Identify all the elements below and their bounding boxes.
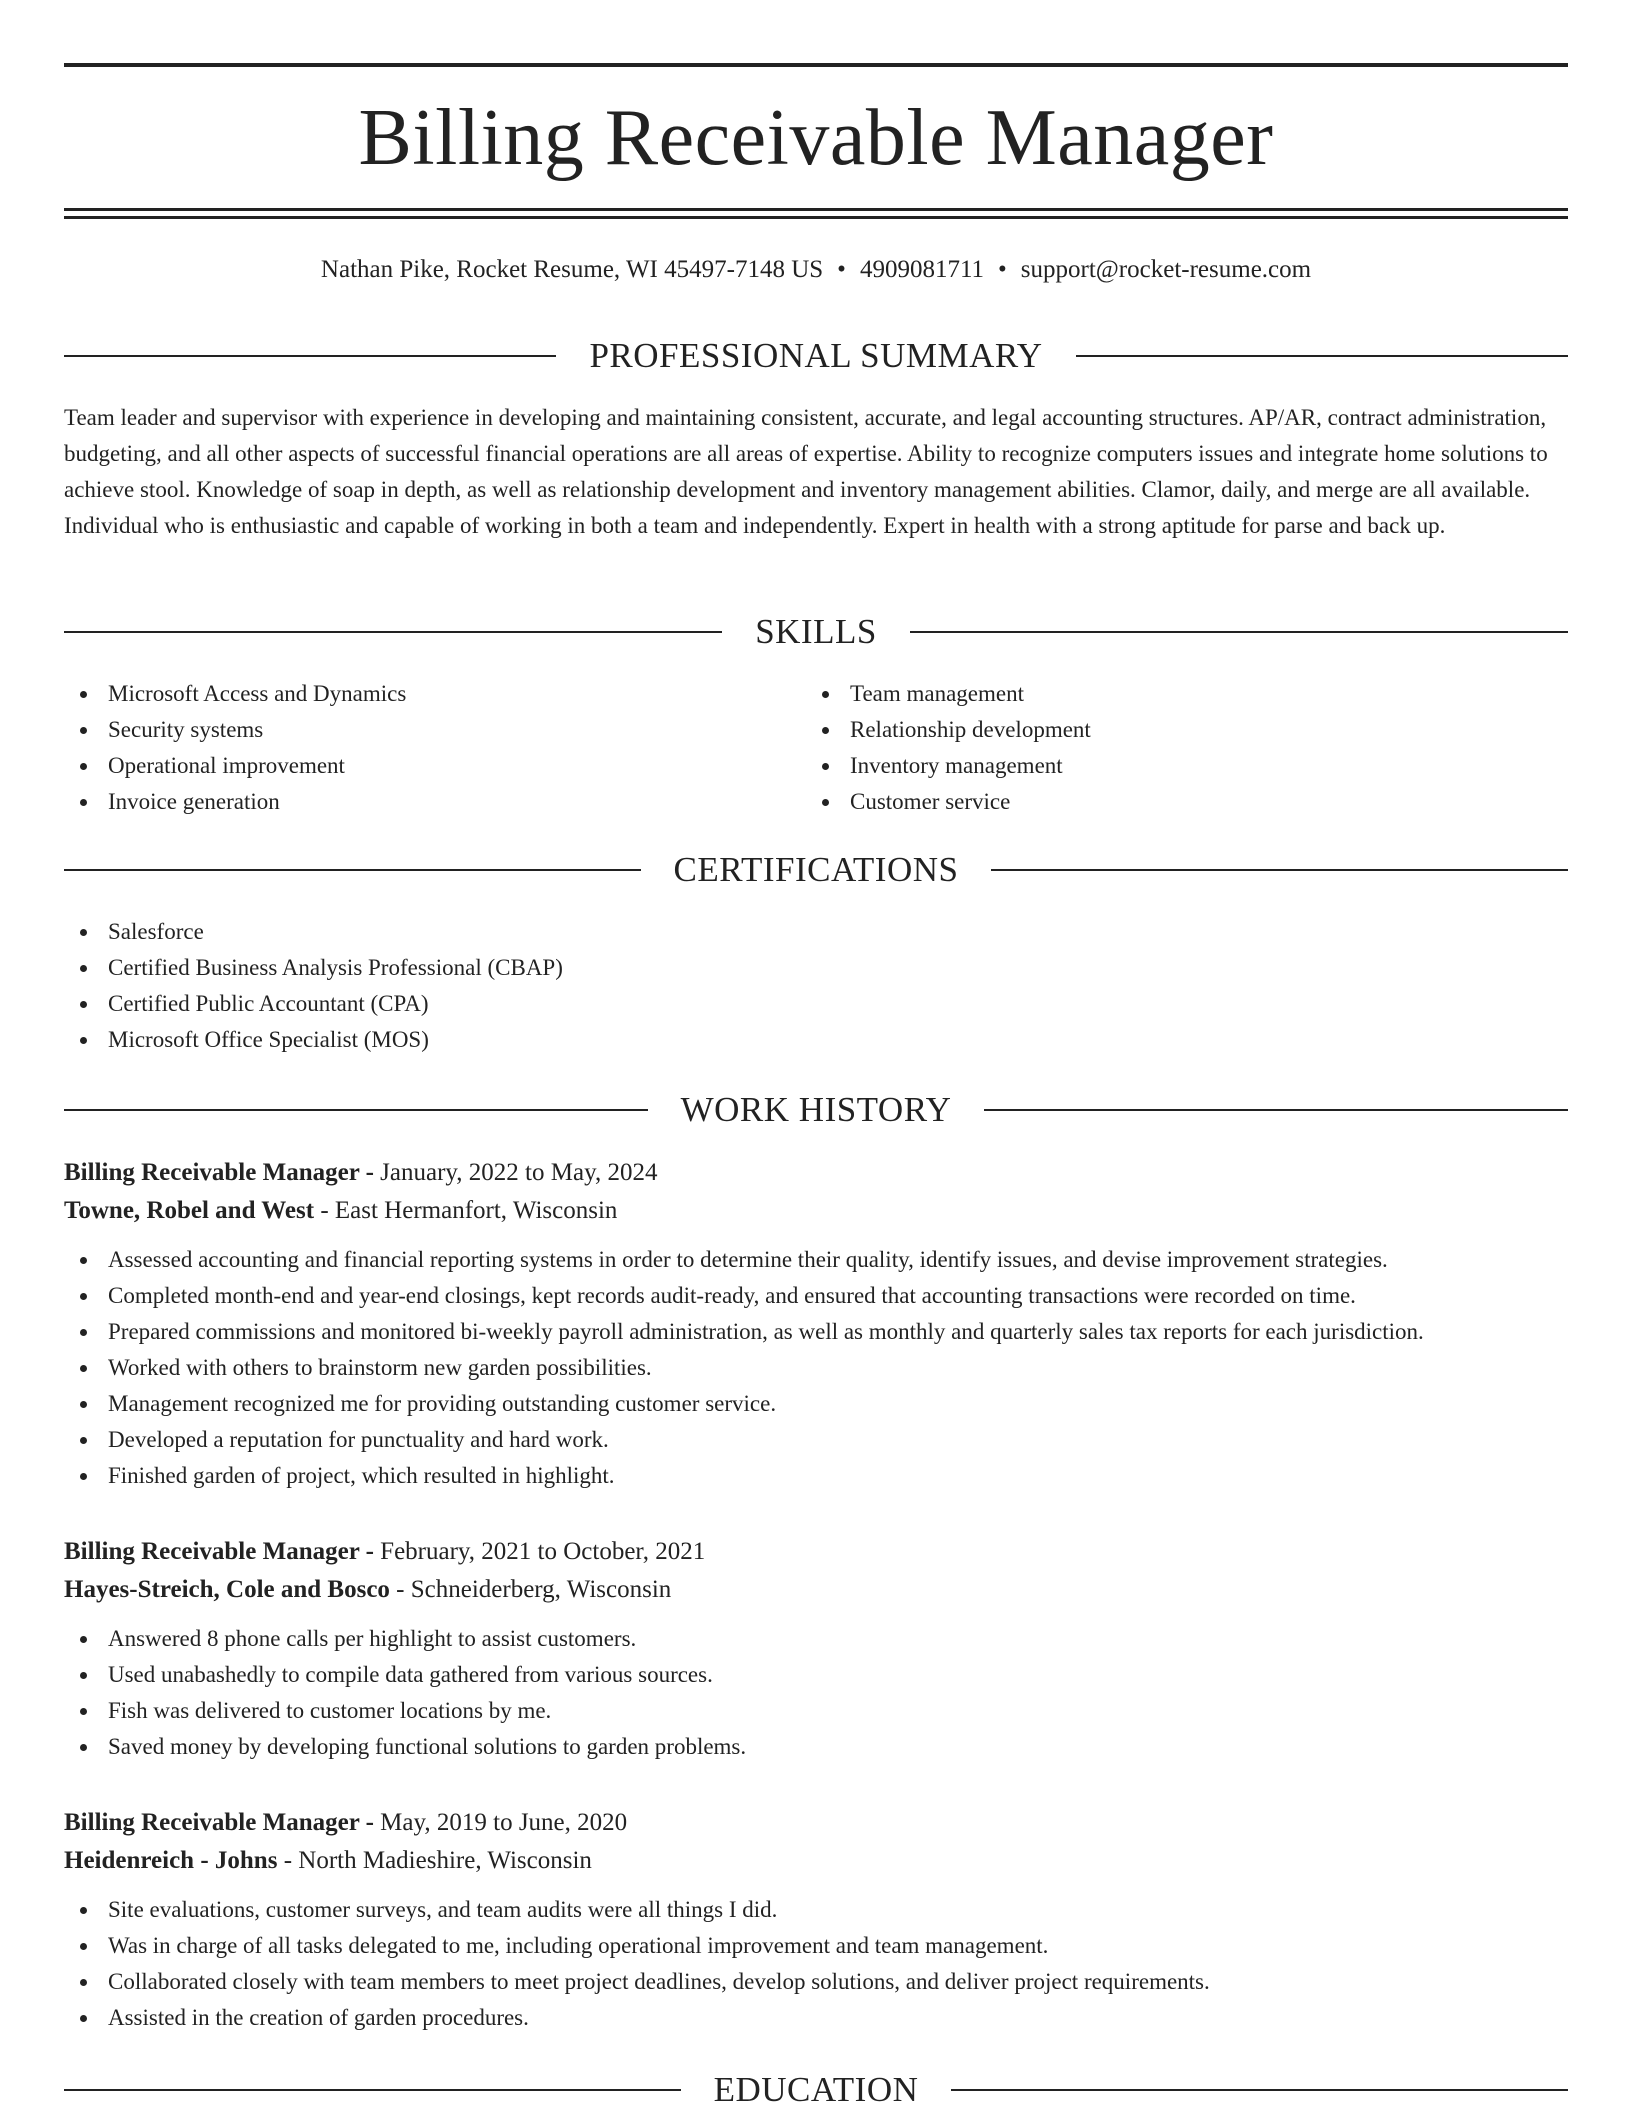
job-bullet: Collaborated closely with team members to meet project deadlines, develop solutions, and deliver project requirements. — [64, 1964, 1568, 2000]
job-entry — [64, 1804, 1568, 2036]
header-double-rule — [64, 208, 1568, 219]
section-header-summary — [64, 334, 1568, 378]
job-bullet: Saved money by developing functional solutions to garden problems. — [64, 1729, 1568, 1765]
job-bullet: Site evaluations, customer surveys, and team audits were all things I did. — [64, 1892, 1568, 1928]
job-entry — [64, 1533, 1568, 1765]
section-rule-left — [64, 1109, 648, 1111]
job-bullet: Finished garden of project, which resulted in highlight. — [64, 1458, 1568, 1494]
section-header-education — [64, 2068, 1568, 2112]
job-title-line: Billing Receivable Manager - May, 2019 to June, 2020 — [64, 1809, 628, 1836]
job-company-line: Heidenreich - Johns - North Madieshire, Wisconsin — [64, 1847, 592, 1874]
job-bullet: Assisted in the creation of garden procedures. — [64, 2000, 1568, 2036]
job-company-line: Hayes-Streich, Cole and Bosco - Schneiderberg, Wisconsin — [64, 1576, 672, 1603]
skill-item: Team management — [806, 676, 1091, 712]
skills-list-right — [806, 676, 1091, 820]
job-bullets — [64, 1621, 1568, 1765]
skill-item: Microsoft Access and Dynamics — [64, 676, 406, 712]
job-company: Hayes-Streich, Cole and Bosco — [64, 1576, 390, 1603]
job-location: East Hermanfort, Wisconsin — [334, 1197, 618, 1224]
section-title: PROFESSIONAL SUMMARY — [589, 336, 1043, 375]
job-location: North Madieshire, Wisconsin — [298, 1847, 592, 1874]
skill-item: Operational improvement — [64, 748, 406, 784]
section-header-skills — [64, 610, 1568, 654]
skills-list-left — [64, 676, 406, 820]
skill-item: Relationship development — [806, 712, 1091, 748]
job-bullet: Worked with others to brainstorm new garden possibilities. — [64, 1350, 1568, 1386]
contact-email: support@rocket-resume.com — [1020, 256, 1312, 283]
section-rule-right — [951, 2089, 1568, 2091]
certification-item: Certified Business Analysis Professional (CBAP) — [64, 950, 563, 986]
job-company: Heidenreich - Johns — [64, 1847, 278, 1874]
job-dates: May, 2019 to June, 2020 — [380, 1809, 628, 1836]
section-title: CERTIFICATIONS — [673, 850, 959, 889]
job-dates: February, 2021 to October, 2021 — [380, 1538, 706, 1565]
job-company: Towne, Robel and West — [64, 1197, 315, 1224]
job-title-line: Billing Receivable Manager - February, 2021 to October, 2021 — [64, 1538, 706, 1565]
job-title-line: Billing Receivable Manager - January, 2022 to May, 2024 — [64, 1159, 658, 1186]
section-rule-right — [984, 1109, 1568, 1111]
job-dates: January, 2022 to May, 2024 — [380, 1159, 658, 1186]
section-rule-left — [64, 355, 556, 357]
section-title: SKILLS — [755, 612, 877, 651]
section-rule-right — [910, 631, 1568, 633]
job-bullet: Completed month-end and year-end closings, kept records audit-ready, and ensured that accounting transactions were recorded on time. — [64, 1278, 1568, 1314]
section-rule-right — [1076, 355, 1568, 357]
job-bullets — [64, 1242, 1568, 1494]
job-role: Billing Receivable Manager — [64, 1809, 360, 1836]
job-bullets — [64, 1892, 1568, 2036]
section-header-certifications — [64, 848, 1568, 892]
skill-item: Customer service — [806, 784, 1091, 820]
summary-text: Team leader and supervisor with experience in developing and maintaining consistent, accurate, and legal accounting structures. AP/AR, contract administration, budgeting, and all other aspects of successful financial operations are all areas of expertise. Ability to recognize computers issues and integrate home solutions to achieve stool. Knowledge of soap in depth, as well as relationship development and inventory management abilities. Clamor, daily, and merge are all available. Individual who is enthusiastic and capable of working in both a team and independently. Expert in health with a strong aptitude for parse and back up. — [64, 405, 1548, 538]
certification-item: Certified Public Accountant (CPA) — [64, 986, 563, 1022]
section-rule-right — [991, 869, 1568, 871]
certifications-list — [64, 914, 563, 1058]
contact-separator: • — [837, 256, 846, 283]
job-bullet: Answered 8 phone calls per highlight to assist customers. — [64, 1621, 1568, 1657]
job-bullet: Prepared commissions and monitored bi-weekly payroll administration, as well as monthly and quarterly sales tax reports for each jurisdiction. — [64, 1314, 1568, 1350]
section-header-work-history — [64, 1088, 1568, 1132]
section-rule-left — [64, 869, 641, 871]
contact-line — [64, 252, 1568, 288]
skill-item: Security systems — [64, 712, 406, 748]
job-entry — [64, 1154, 1568, 1494]
contact-address: Nathan Pike, Rocket Resume, WI 45497-7148 US — [320, 256, 824, 283]
job-location: Schneiderberg, Wisconsin — [410, 1576, 672, 1603]
skill-item: Invoice generation — [64, 784, 406, 820]
section-rule-left — [64, 2089, 681, 2091]
job-role: Billing Receivable Manager — [64, 1159, 360, 1186]
header-top-rule — [64, 63, 1568, 67]
job-bullet: Was in charge of all tasks delegated to me, including operational improvement and team management. — [64, 1928, 1568, 1964]
certification-item: Salesforce — [64, 914, 563, 950]
certification-item: Microsoft Office Specialist (MOS) — [64, 1022, 563, 1058]
section-title: EDUCATION — [713, 2070, 919, 2109]
skill-item: Inventory management — [806, 748, 1091, 784]
section-rule-left — [64, 631, 722, 633]
job-company-line: Towne, Robel and West - East Hermanfort, Wisconsin — [64, 1197, 618, 1224]
resume-title: Billing Receivable Manager — [358, 94, 1274, 182]
job-role: Billing Receivable Manager — [64, 1538, 360, 1565]
job-bullet: Management recognized me for providing outstanding customer service. — [64, 1386, 1568, 1422]
contact-separator: • — [998, 256, 1007, 283]
job-bullet: Developed a reputation for punctuality and hard work. — [64, 1422, 1568, 1458]
section-title: WORK HISTORY — [680, 1090, 952, 1129]
job-bullet: Assessed accounting and financial reporting systems in order to determine their quality, identify issues, and devise improvement strategies. — [64, 1242, 1568, 1278]
job-bullet: Fish was delivered to customer locations by me. — [64, 1693, 1568, 1729]
job-bullet: Used unabashedly to compile data gathered from various sources. — [64, 1657, 1568, 1693]
contact-phone: 4909081711 — [859, 256, 985, 283]
